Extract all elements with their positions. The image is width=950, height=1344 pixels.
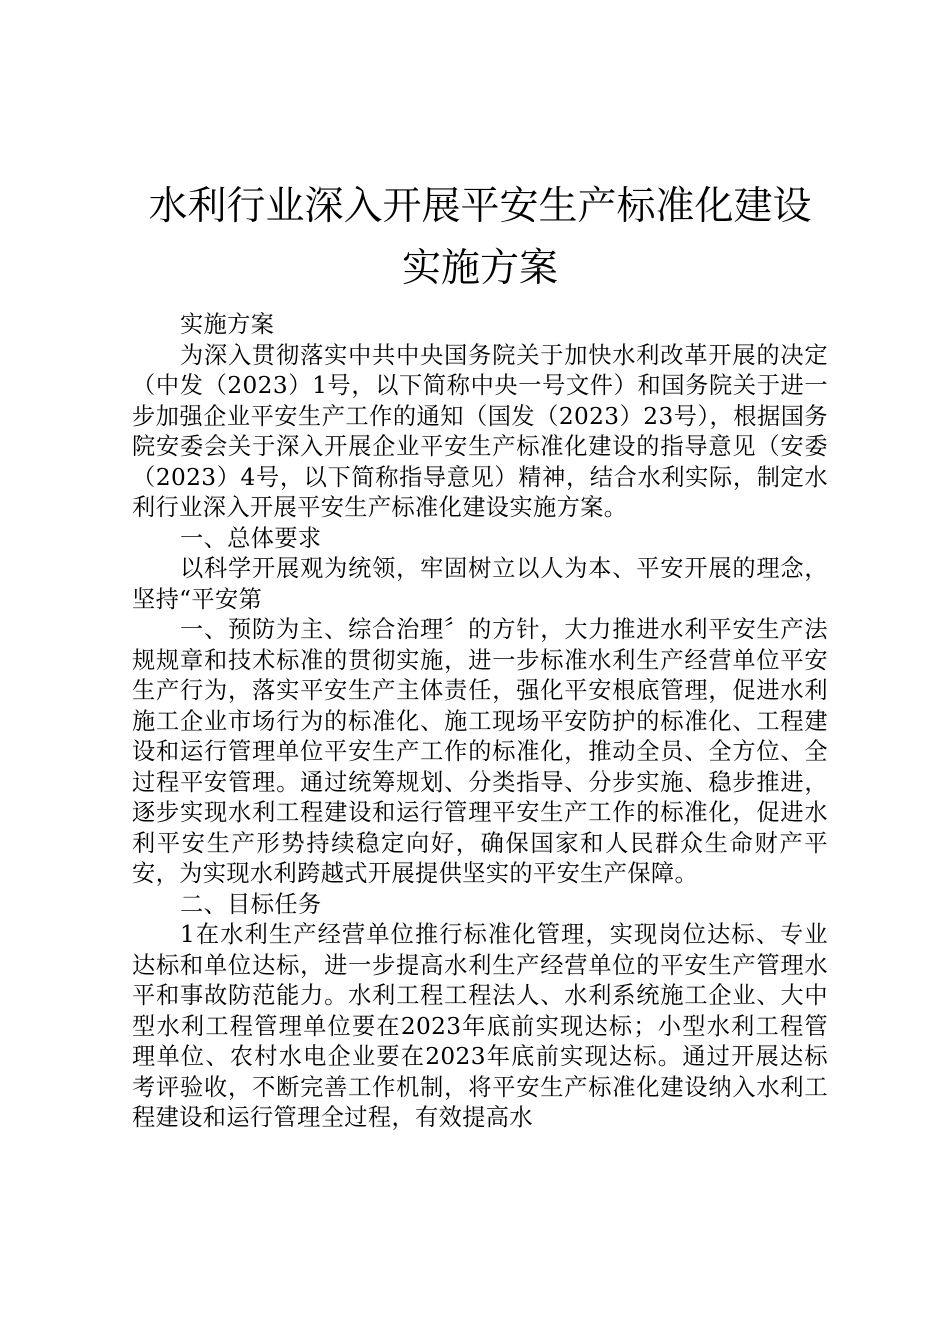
paragraph-goal-1: 1在水利生产经营单位推行标准化管理，实现岗位达标、专业达标和单位达标，进一步提高水利生产经营单位的平安生产管理水平和事故防范能力。水利工程工程法人、水利系统施工企业、大中型水利工程管理单位要在2023年底前实现达标；小型水利工程管理单位、农村水电企业要在2023年底前实现达标。通过开展达标考评验收，不断完善工作机制，将平安生产标准化建设纳入水利工程建设和运行管理全过程，有效提高水 — [132, 921, 828, 1131]
paragraph-policy: 一、预防为主、综合治理〞的方针，大力推进水利平安生产法规规章和技术标准的贯彻实施，进一步标准水利生产经营单位平安生产行为，落实平安生产主体责任，强化平安根底管理，促进水利施工企业市场行为的标准化、施工现场平安防护的标准化、工程建设和运行管理单位平安生产工作的标准化，推动全员、全方位、全过程平安管理。通过统筹规划、分类指导、分步实施、稳步推进，逐步实现水利工程建设和运行管理平安生产工作的标准化，促进水利平安生产形势持续稳定向好，确保国家和人民群众生命财产平安，为实现水利跨越式开展提供坚实的平安生产保障。 — [132, 616, 828, 887]
document-body — [132, 310, 828, 1134]
paragraph-guiding-principle: 以科学开展观为统领，牢固树立以人为本、平安开展的理念，坚持“平安第 — [132, 555, 828, 613]
paragraph-intro: 为深入贯彻落实中共中央国务院关于加快水利改革开展的决定（中发（2023）1号，以下简称中央一号文件）和国务院关于进一步加强企业平安生产工作的通知（国发（2023）23号），根据国务院安委会关于深入开展企业平安生产标准化建设的指导意见（安委（2023）4号，以下简称指导意见）精神，结合水利实际，制定水利行业深入开展平安生产标准化建设实施方案。 — [132, 341, 828, 521]
section-heading-general-requirements: 一、总体要求 — [180, 524, 322, 552]
document-title: 水利行业深入开展平安生产标准化建设实施方案 — [148, 184, 812, 291]
paragraph-subtitle: 实施方案 — [180, 311, 275, 338]
section-heading-goals-tasks: 二、目标任务 — [180, 890, 322, 918]
document-page — [132, 176, 828, 1134]
